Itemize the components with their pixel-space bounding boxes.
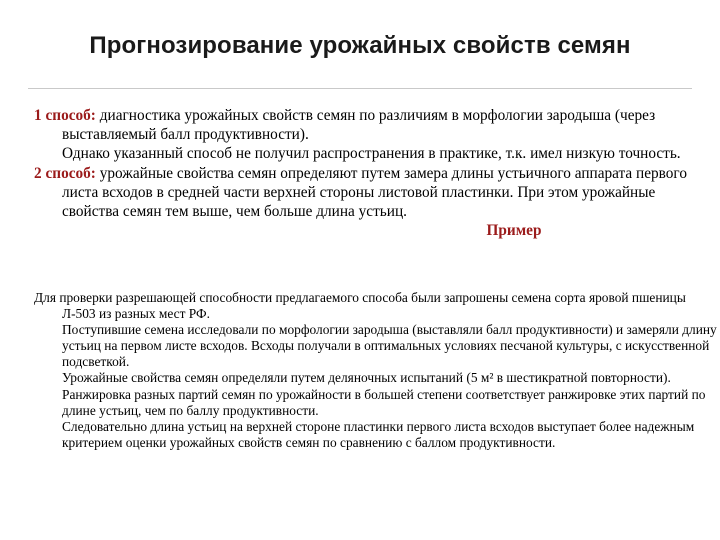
example-paragraph-2: Поступившие семена исследовали по морфологии зародыша (выставляли балл продуктивности) и замеряли длину устьиц на первом листе всходов. Всходы получали в оптимальных условиях песчаной культуры, с искусственной подсветкой. <box>62 322 717 370</box>
example-block <box>34 290 718 451</box>
title-divider <box>28 88 692 89</box>
method-1-paragraph <box>34 106 714 144</box>
example-paragraph-4: Ранжировка разных партий семян по урожайности в большей степени соответствует ранжировке этих партий по длине устьиц, чем по баллу продуктивности. <box>62 386 706 418</box>
example-heading: Пример <box>486 222 542 240</box>
method-1-label: 1 способ: <box>34 107 96 124</box>
method-2-label: 2 способ: <box>34 164 96 182</box>
method-1-text: диагностика урожайных свойств семян по различиям в морфологии зародыша (через выставляемый балл продуктивности). <box>62 107 656 144</box>
method-2-paragraph <box>34 164 714 222</box>
slide-title: Прогнозирование урожайных свойств семян <box>89 32 631 59</box>
example-paragraph-1: Для проверки разрешающей способности предлагаемого способа были запрошены семена сорта яровой пшеницы Л-503 из разных мест РФ. <box>34 290 686 322</box>
methods-block <box>34 106 714 240</box>
example-paragraph-5: Следовательно длина устьиц на верхней стороне пластинки первого листа всходов выступает более надежным критерием оценки урожайных свойств семян по сравнению с баллом продуктивности. <box>62 418 695 450</box>
example-paragraph-3: Урожайные свойства семян определяли путем деляночных испытаний (5 м² в шестикратной повторности). <box>62 370 671 386</box>
method-1-note: Однако указанный способ не получил распространения в практике, т.к. имел низкую точность. <box>62 145 681 163</box>
method-2-text: урожайные свойства семян определяют путем замера длины устьичного аппарата первого листа всходов в средней части верхней стороны листовой пластинки. При этом урожайные свойства семян тем выше, чем больше длина устьиц. <box>62 164 687 221</box>
